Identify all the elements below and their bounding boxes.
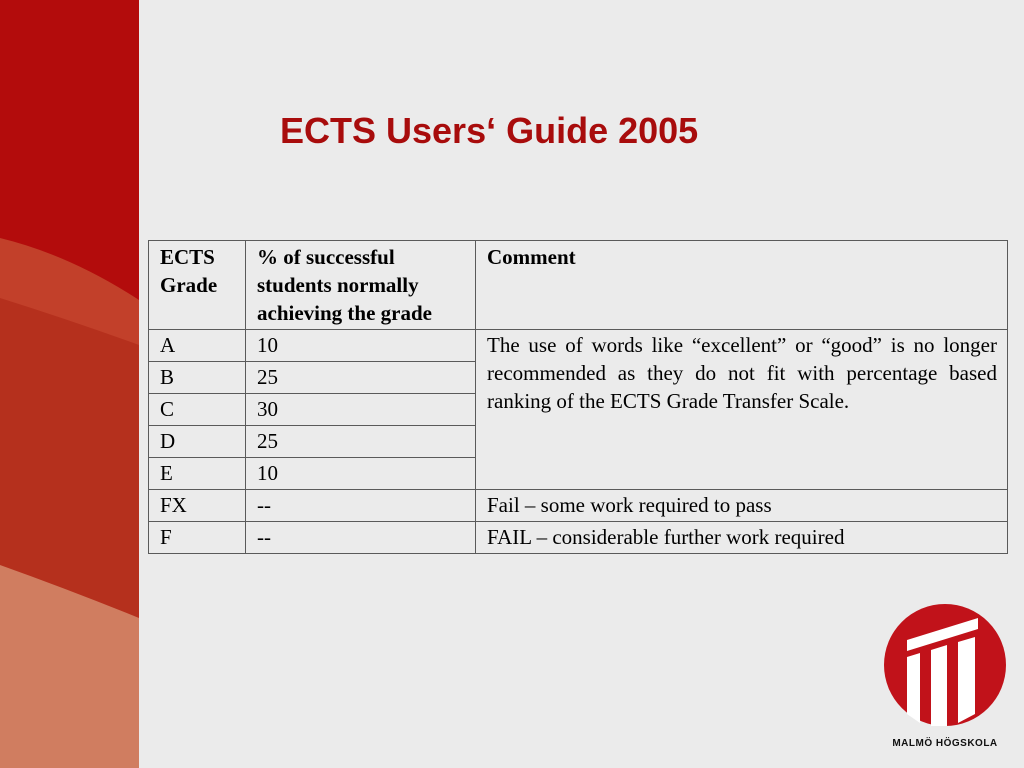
grade-cell: E	[149, 458, 246, 490]
comment-cell: FAIL – considerable further work required	[476, 522, 1008, 554]
grade-cell: C	[149, 394, 246, 426]
grade-cell: D	[149, 426, 246, 458]
table-row	[149, 490, 1008, 522]
percent-cell: --	[246, 490, 476, 522]
percent-cell: 25	[246, 362, 476, 394]
table-row	[149, 330, 1008, 362]
logo-pillar-middle	[931, 645, 947, 726]
decorative-side-band	[0, 0, 139, 768]
slide-title: ECTS Users‘ Guide 2005	[280, 110, 699, 151]
logo-pillar-left	[907, 653, 920, 723]
header-ects-grade: ECTS Grade	[149, 241, 246, 330]
table-header-row	[149, 241, 1008, 330]
merged-comment-cell: The use of words like “excellent” or “good” is no longer recommended as they do not fit with percentage based ranking of the ECTS Grade Transfer Scale.	[476, 330, 1008, 490]
ects-grade-table	[148, 240, 1008, 554]
grade-cell: FX	[149, 490, 246, 522]
comment-cell: Fail – some work required to pass	[476, 490, 1008, 522]
grade-cell: B	[149, 362, 246, 394]
logo-pillar-right	[958, 637, 975, 723]
header-comment: Comment	[476, 241, 1008, 330]
table-row	[149, 522, 1008, 554]
grade-cell: A	[149, 330, 246, 362]
percent-cell: --	[246, 522, 476, 554]
grade-cell: F	[149, 522, 246, 554]
header-percent-successful: % of successful students normally achieving the grade	[246, 241, 476, 330]
malmo-hogskola-logo-icon	[880, 602, 1010, 752]
percent-cell: 25	[246, 426, 476, 458]
percent-cell: 10	[246, 458, 476, 490]
percent-cell: 10	[246, 330, 476, 362]
percent-cell: 30	[246, 394, 476, 426]
logo-text: MALMÖ HÖGSKOLA	[892, 738, 998, 749]
